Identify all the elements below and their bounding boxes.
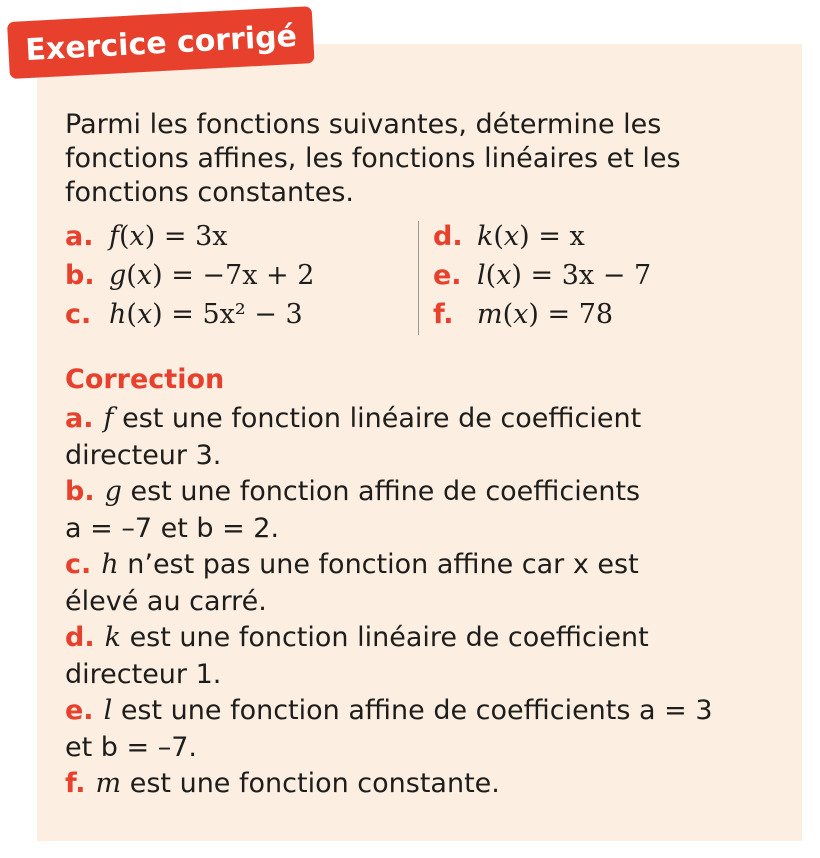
function-column-right [433,217,651,334]
answer-letter: e. [65,695,94,726]
answer-letter: d. [65,622,95,653]
function-expression: k(x) = x [477,221,585,252]
answer-continuation: directeur 1. [65,659,222,690]
function-item-a [65,217,314,256]
answer-line [65,474,785,510]
answer-variable: f [103,403,114,434]
answer-d [65,620,785,693]
statement-line: Parmi les fonctions suivantes, détermine les [65,109,662,140]
function-item-d [433,217,651,256]
function-item-e [433,256,651,295]
answer-letter: c. [65,549,92,580]
answer-line [65,766,785,802]
answer-variable: h [101,549,119,580]
answer-f [65,766,785,802]
exercise-badge: Exercice corrigé [7,6,314,79]
item-letter: c. [65,299,92,330]
answer-continuation: et b = –7. [65,732,197,763]
answer-text: est une fonction constante. [129,768,500,799]
answer-text: est une fonction affine de coefficients [130,476,641,507]
function-item-b [65,256,314,295]
answer-text: est une fonction affine de coefficients a = 3 [120,695,713,726]
function-expression: g(x) = −7x + 2 [109,260,315,291]
item-letter: f. [433,299,454,330]
answer-line [65,547,785,583]
function-column-left [65,217,314,334]
answer-c [65,547,785,620]
function-expression: m(x) = 78 [477,299,614,330]
answer-text: est une fonction linéaire de coefficient [129,622,649,653]
answer-continuation: directeur 3. [65,440,222,471]
answer-continuation: a = –7 et b = 2. [65,513,280,544]
function-expression: h(x) = 5x² − 3 [109,299,303,330]
answer-text: n’est pas une fonction affine car x est [127,549,639,580]
answer-line [65,401,785,437]
exercise-content [65,108,785,802]
statement-line: fonctions constantes. [65,177,354,208]
answer-variable: l [103,695,113,726]
answer-a [65,401,785,474]
column-divider [418,221,419,335]
answer-letter: f. [65,768,86,799]
answer-letter: b. [65,476,95,507]
answer-variable: k [104,622,121,653]
item-letter: e. [433,260,462,291]
exercise-statement [65,108,785,210]
answer-letter: a. [65,403,94,434]
function-item-f [433,295,651,334]
correction-title: Correction [65,364,225,395]
answer-variable: m [95,768,122,799]
function-expression: l(x) = 3x − 7 [477,260,652,291]
item-letter: a. [65,221,94,252]
answer-e [65,693,785,766]
function-expression: f(x) = 3x [109,221,228,252]
correction-list [65,401,785,802]
item-letter: b. [65,260,95,291]
function-list [65,217,785,337]
answer-b [65,474,785,547]
answer-line [65,693,785,729]
answer-text: est une fonction linéaire de coefficient [122,403,642,434]
statement-line: fonctions affines, les fonctions linéaires et les [65,143,681,174]
answer-variable: g [104,476,122,507]
function-item-c [65,295,314,334]
answer-continuation: élevé au carré. [65,586,267,617]
answer-line [65,620,785,656]
item-letter: d. [433,221,463,252]
